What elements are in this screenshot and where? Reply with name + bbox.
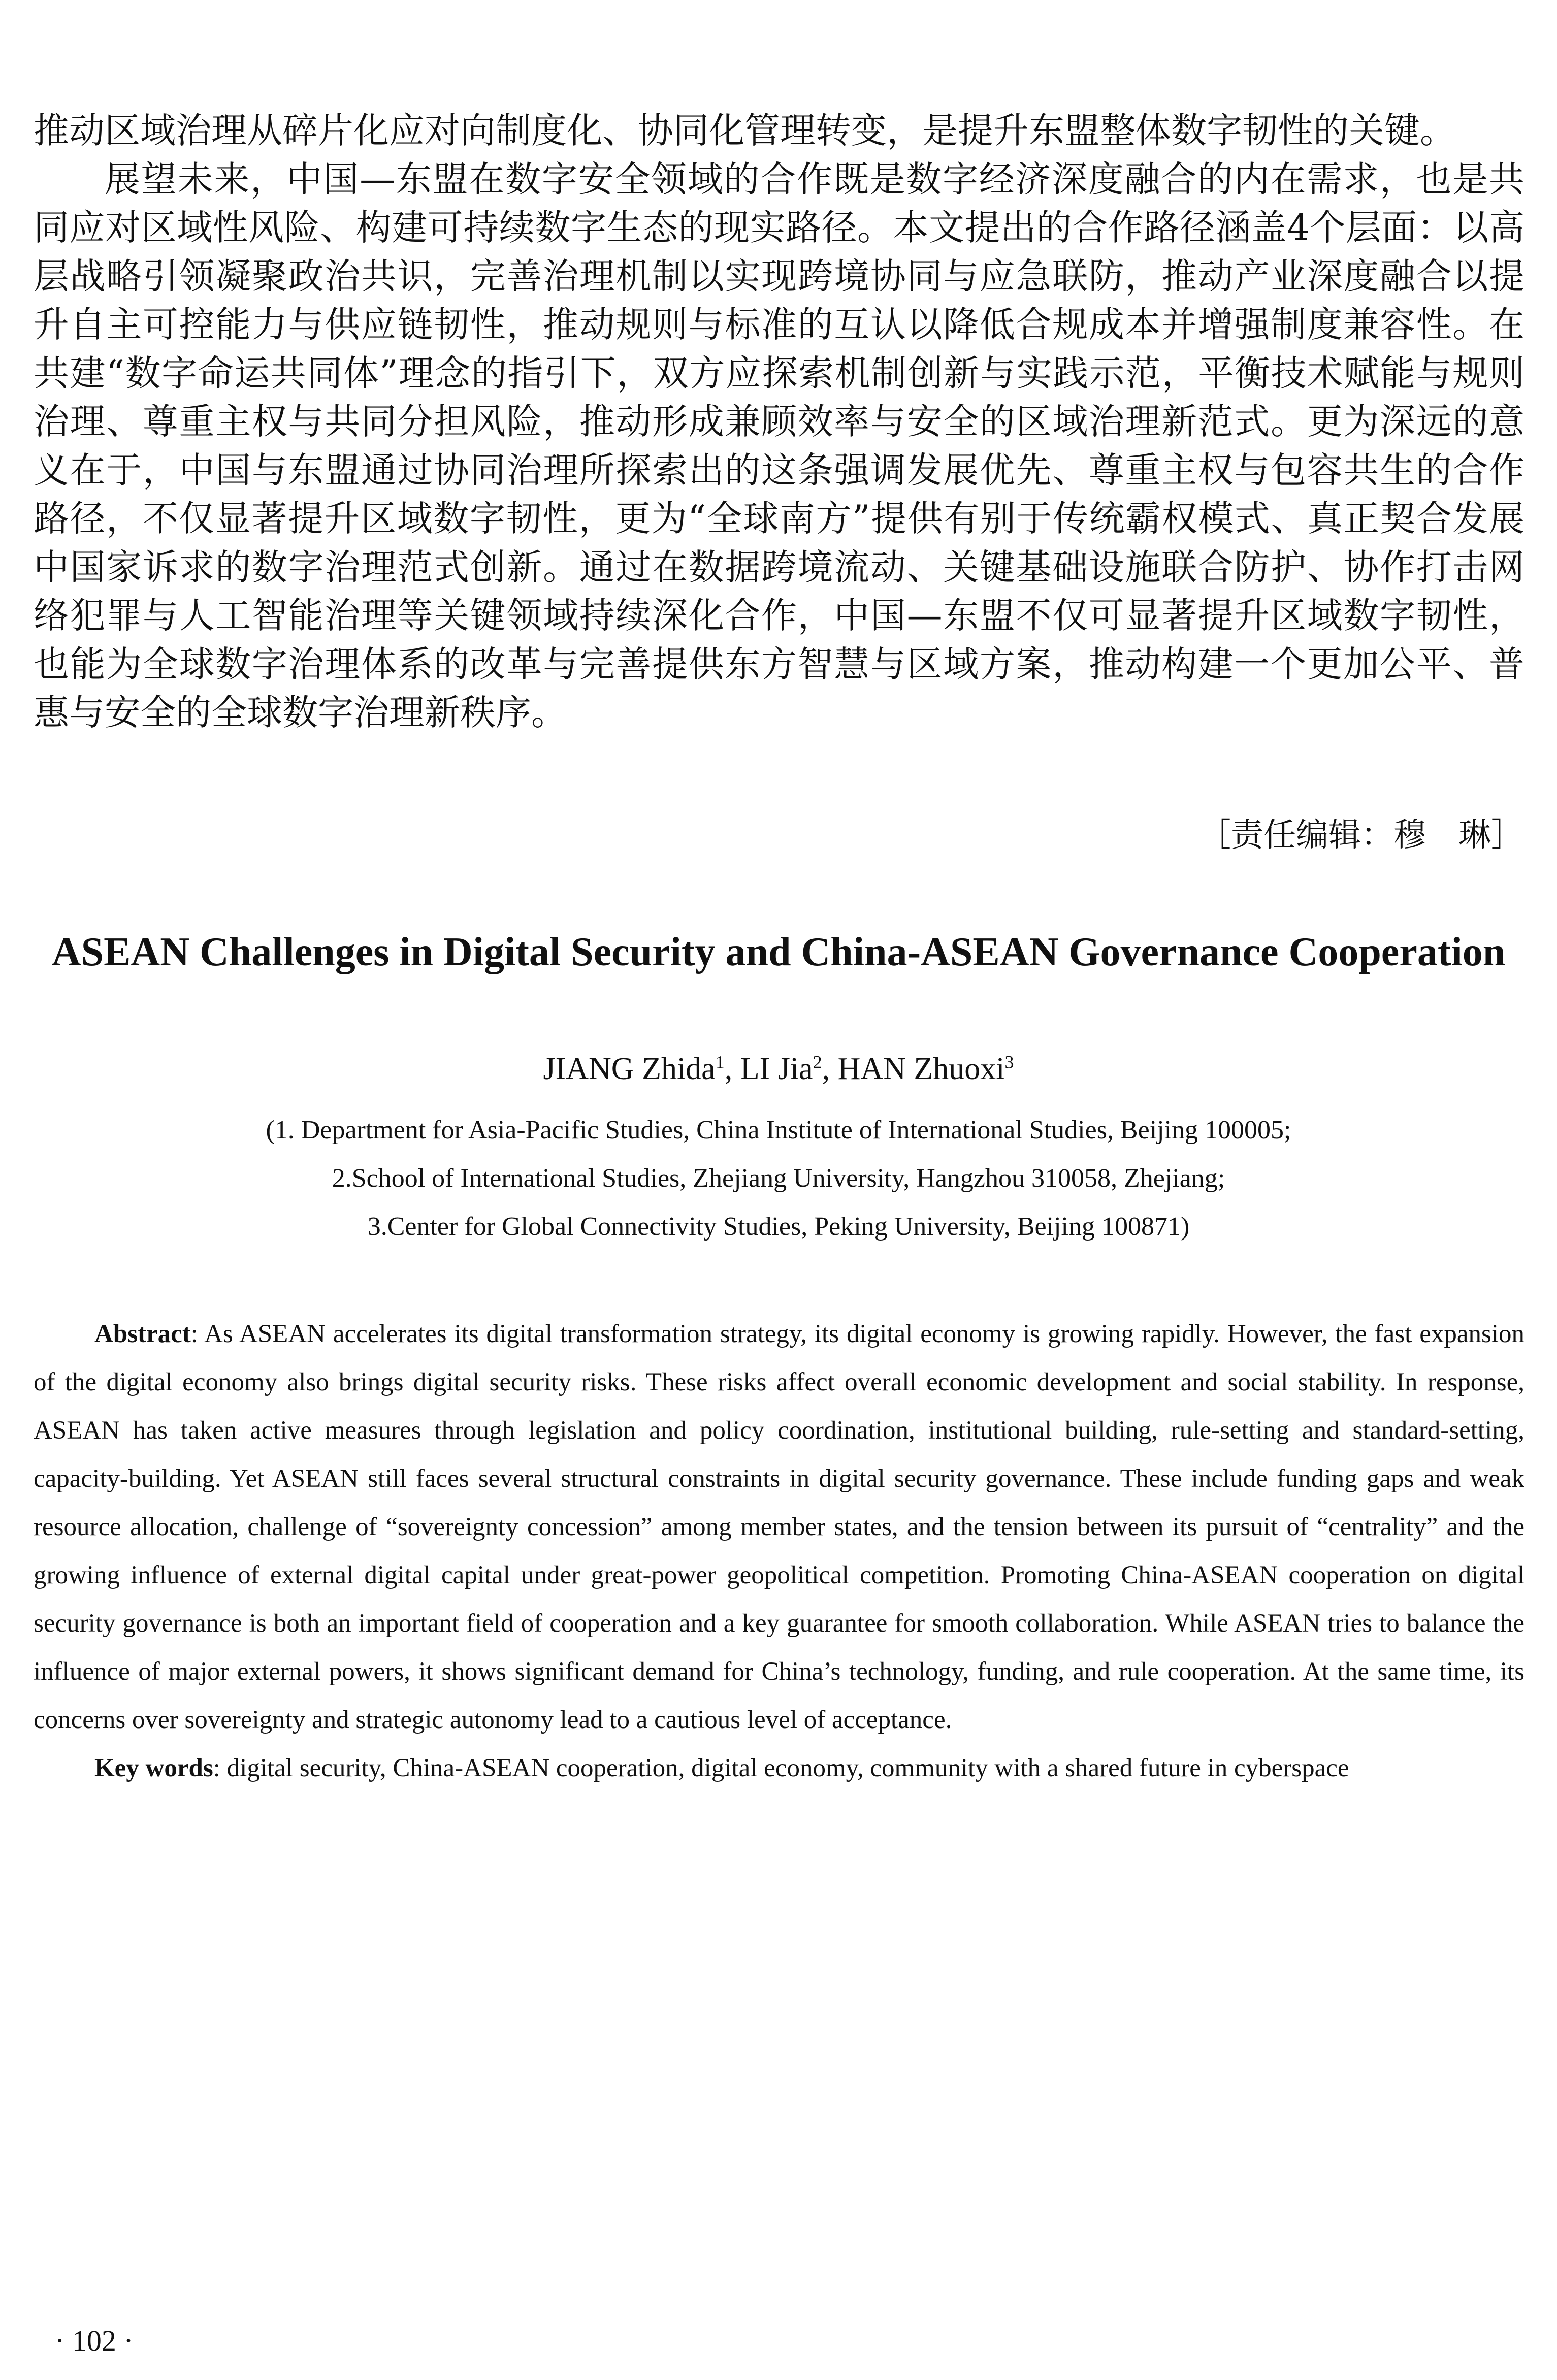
author-name: HAN Zhuoxi <box>837 1052 1005 1086</box>
affiliation-line: 2.School of International Studies, Zhejiang University, Hangzhou 310058, Zhejiang; <box>332 1164 1225 1193</box>
chinese-conclusion-section <box>34 107 1524 737</box>
abstract-paragraph <box>34 1310 1524 1744</box>
keywords-label-separator: : <box>213 1754 227 1782</box>
keywords-text: digital security, China-ASEAN cooperation, digital economy, community with a shared future in cyberspace <box>226 1754 1349 1782</box>
abstract-label-separator: : <box>190 1320 205 1348</box>
keywords-paragraph <box>34 1744 1524 1792</box>
abstract-section <box>34 1310 1524 1792</box>
responsible-editor-note: ［责任编辑：穆 琳］ <box>1198 817 1523 854</box>
author-name: JIANG Zhida <box>543 1052 716 1086</box>
english-title: ASEAN Challenges in Digital Security and China-ASEAN Governance Cooperation <box>51 930 1506 974</box>
author-separator: , <box>724 1052 740 1086</box>
affiliation-line: (1. Department for Asia-Pacific Studies, China Institute of International Studies, Beijing 100005; <box>266 1116 1291 1145</box>
affiliation-list <box>0 1106 1557 1251</box>
affiliation-line: 3.Center for Global Connectivity Studies, Peking University, Beijing 100871) <box>367 1212 1190 1241</box>
keywords-label: Key words <box>94 1754 213 1782</box>
author-affiliation-mark: 1 <box>715 1052 725 1072</box>
abstract-label: Abstract <box>94 1320 191 1348</box>
chinese-paragraph-1: 推动区域治理从碎片化应对向制度化、协同化管理转变，是提升东盟整体数字韧性的关键。 <box>34 110 1455 151</box>
author-affiliation-mark: 2 <box>813 1052 822 1072</box>
author-separator: , <box>822 1052 838 1086</box>
chinese-paragraph-2: 展望未来，中国—东盟在数字安全领域的合作既是数字经济深度融合的内在需求，也是共同应对区域性风险、构建可持续数字生态的现实路径。本文提出的合作路径涵盖4个层面：以高层战略引领凝聚政治共识，完善治理机制以实现跨境协同与应急联防，推动产业深度融合以提升自主可控能力与供应链韧性，推动规则与标准的互认以降低合规成本并增强制度兼容性。在共建“数字命运共同体”理念的指引下，双方应探索机制创新与实践示范，平衡技术赋能与规则治理、尊重主权与共同分担风险，推动形成兼顾效率与安全的区域治理新范式。更为深远的意义在于，中国与东盟通过协同治理所探索出的这条强调发展优先、尊重主权与包容共生的合作路径，不仅显著提升区域数字韧性，更为“全球南方”提供有别于传统霸权模式、真正契合发展中国家诉求的数字治理范式创新。通过在数据跨境流动、关键基础设施联合防护、协作打击网络犯罪与人工智能治理等关键领域持续深化合作，中国—东盟不仅可显著提升区域数字韧性，也能为全球数字治理体系的改革与完善提供东方智慧与区域方案，推动构建一个更加公平、普惠与安全的全球数字治理新秩序。 <box>34 158 1524 733</box>
abstract-text: As ASEAN accelerates its digital transformation strategy, its digital economy is growing rapidly. However, the fast expansion of the digital economy also brings digital security risks. These risks affect overall economic development and social stability. In response, ASEAN has taken active measures through legislation and policy coordination, institutional building, rule-setting and standard-setting, capacity-building. Yet ASEAN still faces several structural constraints in digital security governance. These include funding gaps and weak resource allocation, challenge of “sovereignty concession” among member states, and the tension between its pursuit of “centrality” and the growing influence of external digital capital under great-power geopolitical competition. Promoting China-ASEAN cooperation on digital security governance is both an important field of cooperation and a key guarantee for smooth collaboration. While ASEAN tries to balance the influence of major external powers, it shows significant demand for China’s technology, funding, and rule cooperation. At the same time, its concerns over sovereignty and strategic autonomy lead to a cautious level of acceptance. <box>34 1320 1524 1734</box>
page-number: · 102 · <box>55 2324 134 2357</box>
author-name: LI Jia <box>740 1052 813 1086</box>
author-list <box>0 1049 1557 1089</box>
author-affiliation-mark: 3 <box>1004 1052 1014 1072</box>
